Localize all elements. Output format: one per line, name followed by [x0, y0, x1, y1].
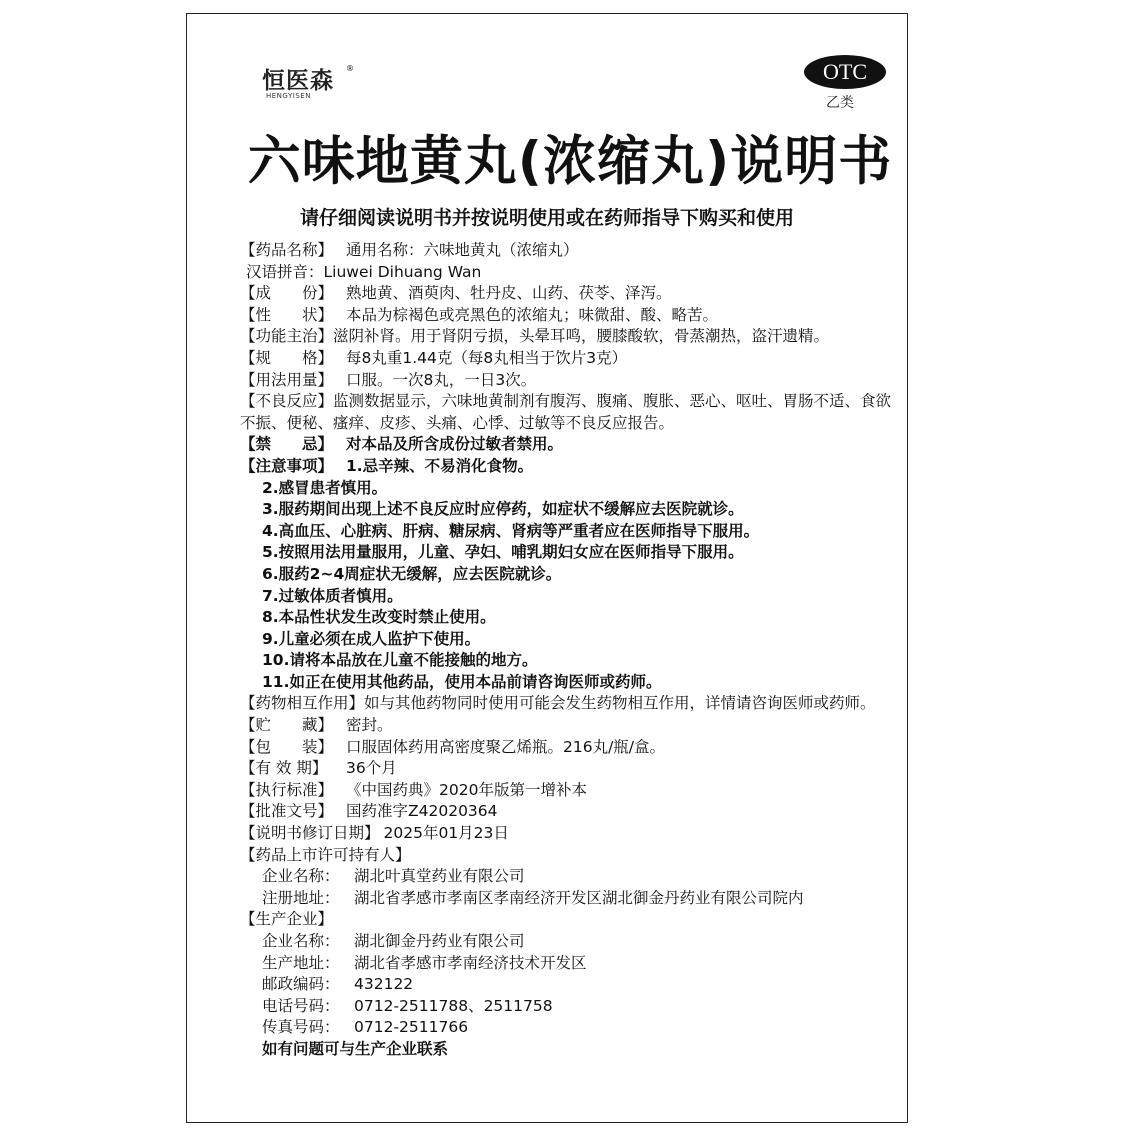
field-package — [240, 737, 900, 759]
field-value: 36个月 — [346, 759, 397, 778]
field-interactions — [240, 693, 895, 715]
field-value: 口服固体药用高密度聚乙烯瓶。216丸/瓶/盒。 — [346, 737, 666, 756]
precaution-item: 2.感冒患者慎用。 — [262, 478, 388, 497]
field-label: 【规 格】 — [240, 348, 334, 367]
field-key: 企业名称： — [262, 867, 340, 886]
mfr-company — [240, 931, 900, 953]
field-dosage — [240, 370, 900, 392]
field-precautions — [240, 456, 900, 478]
field-name — [240, 240, 900, 262]
field-approval — [240, 801, 900, 823]
field-value: 2025年01月23日 — [383, 824, 509, 843]
precaution-item: 8.本品性状发生改变时禁止使用。 — [262, 608, 496, 627]
field-value: 湖北御金丹药业有限公司 — [354, 932, 525, 950]
mfr-fax — [240, 1017, 900, 1039]
field-label: 【不良反应】 — [240, 392, 334, 411]
field-value: 对本品及所含成份过敏者禁用。 — [346, 435, 564, 454]
field-value: 每8丸重1.44克（每8丸相当于饮片3克） — [346, 348, 628, 367]
precaution-item: 9.儿童必须在成人监护下使用。 — [262, 629, 481, 648]
field-value: 国药准字Z42020364 — [346, 802, 498, 821]
field-key: 生产地址： — [262, 953, 340, 972]
field-value: 通用名称：六味地黄丸（浓缩丸） — [346, 241, 579, 259]
precaution-item: 3.服药期间出现上述不良反应时应停药，如症状不缓解应去医院就诊。 — [262, 500, 744, 519]
field-expiry — [240, 758, 900, 780]
holder-address — [240, 888, 900, 910]
field-label: 【注意事项】 — [240, 456, 334, 475]
field-label: 【贮 藏】 — [240, 716, 334, 735]
field-label: 【成 份】 — [240, 284, 334, 303]
field-value: 密封。 — [346, 716, 393, 735]
field-value: 如与其他药物同时使用可能会发生药物相互作用，详情请咨询医师或药师。 — [364, 694, 876, 713]
field-value: 湖北省孝感市孝南区孝南经济开发区湖北御金丹药业有限公司院内 — [354, 888, 804, 907]
field-holder — [240, 845, 900, 910]
precaution-item: 1.忌辛辣、不易消化食物。 — [346, 456, 534, 475]
mfr-postcode — [240, 974, 900, 996]
precaution-item: 6.服药2~4周症状无缓解，应去医院就诊。 — [262, 564, 562, 583]
field-label: 【用法用量】 — [240, 370, 334, 389]
field-value: 汉语拼音：Liuwei Dihuang Wan — [246, 262, 482, 281]
field-label: 【药品名称】 — [240, 241, 334, 259]
brand-logo — [262, 62, 352, 106]
field-label: 【有 效 期】 — [240, 759, 328, 778]
usage-warning: 请仔细阅读说明书并按说明使用或在药师指导下购买和使用 — [299, 207, 794, 229]
field-value: 《中国药典》2020年版第一增补本 — [346, 780, 587, 799]
otc-class: 乙类 — [826, 95, 854, 111]
field-value: 滋阴补肾。用于肾阴亏损，头晕耳鸣，腰膝酸软，骨蒸潮热，盗汗遗精。 — [333, 327, 830, 346]
field-value: 0712-2511788、2511758 — [354, 996, 553, 1015]
field-label: 【药物相互作用】 — [240, 694, 365, 713]
leaflet-body — [240, 240, 900, 1061]
precaution-item: 11.如正在使用其他药品，使用本品前请咨询医师或药师。 — [262, 672, 662, 691]
field-key: 电话号码： — [262, 996, 340, 1015]
field-spec — [240, 348, 900, 370]
field-manufacturer — [240, 909, 900, 1039]
field-adverse — [240, 391, 900, 434]
field-value: 湖北叶真堂药业有限公司 — [354, 867, 525, 886]
brand-name-en: HENGYISEN — [266, 92, 311, 100]
field-appearance — [240, 305, 900, 327]
contact-note: 如有问题可与生产企业联系 — [262, 1039, 449, 1058]
field-label: 【功能主治】 — [240, 327, 334, 346]
page-title: 六味地黄丸(浓缩丸)说明书 — [247, 131, 893, 192]
field-key: 传真号码： — [262, 1018, 340, 1037]
otc-badge: OTC — [804, 55, 886, 89]
brand-reg-mark: ® — [346, 64, 354, 73]
field-value: 口服。一次8丸，一日3次。 — [346, 370, 537, 389]
field-pinyin — [240, 262, 900, 284]
field-label: 【包 装】 — [240, 737, 334, 756]
field-ingredients — [240, 283, 900, 305]
field-storage — [240, 715, 900, 737]
field-standard — [240, 780, 900, 802]
field-label: 【禁 忌】 — [240, 435, 334, 454]
precaution-item: 4.高血压、心脏病、肝病、糖尿病、肾病等严重者应在医师指导下服用。 — [262, 521, 760, 540]
precaution-item: 7.过敏体质者慎用。 — [262, 586, 403, 605]
mfr-address — [240, 953, 900, 975]
field-key: 企业名称： — [262, 932, 340, 950]
field-value: 监测数据显示，六味地黄制剂有腹泻、腹痛、腹胀、恶心、呕吐、胃肠不适、食欲不振、便秘、瘙痒、皮疹、头痛、心悸、过敏等不良反应报告。 — [240, 392, 892, 432]
field-label: 【批准文号】 — [240, 802, 334, 821]
field-key: 注册地址： — [262, 888, 340, 907]
field-revision — [240, 823, 900, 845]
field-indications — [240, 326, 885, 348]
field-label: 【性 状】 — [240, 305, 334, 324]
field-label: 【执行标准】 — [240, 780, 334, 799]
field-contraindications — [240, 434, 900, 456]
brand-name-cn: 恒医森 — [262, 68, 334, 94]
field-label: 【药品上市许可持有人】 — [240, 845, 411, 864]
field-value: 0712-2511766 — [354, 1018, 469, 1037]
field-key: 邮政编码： — [262, 975, 340, 994]
precaution-item: 5.按照用法用量服用，儿童、孕妇、哺乳期妇女应在医师指导下服用。 — [262, 543, 744, 562]
mfr-phone — [240, 996, 900, 1018]
field-value: 熟地黄、酒萸肉、牡丹皮、山药、茯苓、泽泻。 — [346, 284, 672, 303]
holder-company — [240, 866, 900, 888]
field-value: 432122 — [354, 975, 414, 994]
field-label: 【说明书修订日期】 — [240, 824, 380, 843]
field-value: 湖北省孝感市孝南经济技术开发区 — [354, 953, 587, 972]
precaution-item: 10.请将本品放在儿童不能接触的地方。 — [262, 651, 538, 670]
field-value: 本品为棕褐色或亮黑色的浓缩丸；味微甜、酸、略苦。 — [346, 305, 719, 324]
field-label: 【生产企业】 — [240, 910, 334, 929]
